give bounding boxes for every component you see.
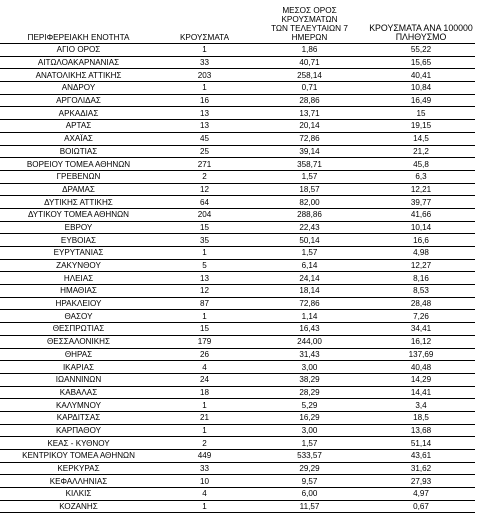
avg7-cell: 1,57 [252, 247, 367, 260]
table-row [0, 82, 475, 95]
table-row [0, 373, 475, 386]
cases-cell: 13 [157, 120, 252, 133]
avg7-cell: 20,14 [252, 120, 367, 133]
table-row [0, 234, 475, 247]
avg7-cell: 39,14 [252, 145, 367, 158]
region-cell: ΚΕΡΚΥΡΑΣ [0, 462, 157, 475]
cases-cell: 26 [157, 348, 252, 361]
header-avg7 [252, 6, 367, 44]
avg7-cell: 533,57 [252, 450, 367, 463]
region-cell: ΑΡΤΑΣ [0, 120, 157, 133]
cases-cell: 15 [157, 323, 252, 336]
per100k-cell: 34,41 [367, 323, 475, 336]
avg7-cell: 28,29 [252, 386, 367, 399]
avg7-cell: 1,57 [252, 437, 367, 450]
avg7-cell: 31,43 [252, 348, 367, 361]
avg7-cell: 16,43 [252, 323, 367, 336]
avg7-cell: 3,00 [252, 361, 367, 374]
region-cell: ΚΕΝΤΡΙΚΟΥ ΤΟΜΕΑ ΑΘΗΝΩΝ [0, 450, 157, 463]
table-row [0, 323, 475, 336]
cases-cell: 21 [157, 411, 252, 424]
region-cell: ΑΙΤΩΛΟΑΚΑΡΝΑΝΙΑΣ [0, 56, 157, 69]
region-cell: ΕΒΡΟΥ [0, 221, 157, 234]
avg7-cell: 16,29 [252, 411, 367, 424]
table-row [0, 132, 475, 145]
per100k-cell: 40,48 [367, 361, 475, 374]
table-row [0, 424, 475, 437]
per100k-cell: 137,69 [367, 348, 475, 361]
table-row [0, 399, 475, 412]
avg7-cell: 244,00 [252, 335, 367, 348]
header-per100k [367, 6, 475, 44]
region-cell: ΘΗΡΑΣ [0, 348, 157, 361]
avg7-cell: 288,86 [252, 208, 367, 221]
region-cell: ΗΜΑΘΙΑΣ [0, 285, 157, 298]
table-row [0, 361, 475, 374]
region-cell: ΚΑΡΔΙΤΣΑΣ [0, 411, 157, 424]
cases-cell: 33 [157, 462, 252, 475]
region-cell: ΑΧΑΪΑΣ [0, 132, 157, 145]
per100k-cell: 39,77 [367, 196, 475, 209]
cases-cell: 1 [157, 424, 252, 437]
region-cell: ΑΝΑΤΟΛΙΚΗΣ ΑΤΤΙΚΗΣ [0, 69, 157, 82]
cases-cell: 35 [157, 234, 252, 247]
cases-cell: 13 [157, 107, 252, 120]
per100k-cell: 16,12 [367, 335, 475, 348]
table-row [0, 488, 475, 501]
per100k-cell: 55,22 [367, 44, 475, 57]
avg7-cell: 40,71 [252, 56, 367, 69]
table-row [0, 120, 475, 133]
region-cell: ΔΥΤΙΚΗΣ ΑΤΤΙΚΗΣ [0, 196, 157, 209]
cases-cell: 12 [157, 183, 252, 196]
avg7-cell: 1,14 [252, 310, 367, 323]
cases-cell: 24 [157, 373, 252, 386]
avg7-cell: 0,71 [252, 82, 367, 95]
avg7-cell: 5,29 [252, 399, 367, 412]
header-cases: ΚΡΟΥΣΜΑΤΑ [157, 6, 252, 44]
table-row [0, 475, 475, 488]
table-row [0, 94, 475, 107]
cases-cell: 87 [157, 297, 252, 310]
table-row [0, 259, 475, 272]
table-row [0, 221, 475, 234]
table-row [0, 297, 475, 310]
table-row [0, 462, 475, 475]
avg7-cell: 50,14 [252, 234, 367, 247]
table-row [0, 411, 475, 424]
per100k-cell: 12,27 [367, 259, 475, 272]
table-row [0, 386, 475, 399]
table-row [0, 69, 475, 82]
cases-cell: 204 [157, 208, 252, 221]
region-cell: ΚΕΦΑΛΛΗΝΙΑΣ [0, 475, 157, 488]
cases-cell: 271 [157, 158, 252, 171]
table-row [0, 437, 475, 450]
avg7-cell: 38,29 [252, 373, 367, 386]
table-body [0, 44, 475, 513]
cases-cell: 64 [157, 196, 252, 209]
cases-cell: 203 [157, 69, 252, 82]
region-cell: ΘΕΣΣΑΛΟΝΙΚΗΣ [0, 335, 157, 348]
per100k-cell: 8,53 [367, 285, 475, 298]
per100k-cell: 13,68 [367, 424, 475, 437]
header-per100k-line2: ΠΛΗΘΥΣΜΟ [395, 32, 447, 42]
cases-cell: 1 [157, 310, 252, 323]
region-cell: ΚΑΒΑΛΑΣ [0, 386, 157, 399]
region-cell: ΚΑΛΥΜΝΟΥ [0, 399, 157, 412]
cases-cell: 15 [157, 221, 252, 234]
avg7-cell: 29,29 [252, 462, 367, 475]
per100k-cell: 43,61 [367, 450, 475, 463]
table-row [0, 500, 475, 513]
region-cell: ΕΥΡΥΤΑΝΙΑΣ [0, 247, 157, 260]
per100k-cell: 10,84 [367, 82, 475, 95]
per100k-cell: 15,65 [367, 56, 475, 69]
region-cell: ΑΝΔΡΟΥ [0, 82, 157, 95]
region-cell: ΒΟΙΩΤΙΑΣ [0, 145, 157, 158]
region-cell: ΕΥΒΟΙΑΣ [0, 234, 157, 247]
region-cell: ΓΡΕΒΕΝΩΝ [0, 170, 157, 183]
region-cell: ΒΟΡΕΙΟΥ ΤΟΜΕΑ ΑΘΗΝΩΝ [0, 158, 157, 171]
per100k-cell: 0,67 [367, 500, 475, 513]
avg7-cell: 11,57 [252, 500, 367, 513]
avg7-cell: 72,86 [252, 132, 367, 145]
region-cell: ΗΛΕΙΑΣ [0, 272, 157, 285]
per100k-cell: 40,41 [367, 69, 475, 82]
avg7-cell: 6,00 [252, 488, 367, 501]
avg7-cell: 82,00 [252, 196, 367, 209]
cases-cell: 1 [157, 247, 252, 260]
regional-cases-table [0, 6, 475, 513]
table-row [0, 247, 475, 260]
avg7-cell: 3,00 [252, 424, 367, 437]
region-cell: ΘΕΣΠΡΩΤΙΑΣ [0, 323, 157, 336]
cases-cell: 449 [157, 450, 252, 463]
region-cell: ΚΟΖΑΝΗΣ [0, 500, 157, 513]
per100k-cell: 16,49 [367, 94, 475, 107]
avg7-cell: 358,71 [252, 158, 367, 171]
per100k-cell: 14,29 [367, 373, 475, 386]
table-row [0, 285, 475, 298]
cases-cell: 1 [157, 44, 252, 57]
table-row [0, 44, 475, 57]
per100k-cell: 31,62 [367, 462, 475, 475]
region-cell: ΑΓΙΟ ΟΡΟΣ [0, 44, 157, 57]
avg7-cell: 1,57 [252, 170, 367, 183]
per100k-cell: 10,14 [367, 221, 475, 234]
cases-cell: 18 [157, 386, 252, 399]
avg7-cell: 9,57 [252, 475, 367, 488]
avg7-cell: 24,14 [252, 272, 367, 285]
cases-cell: 13 [157, 272, 252, 285]
table-row [0, 145, 475, 158]
avg7-cell: 72,86 [252, 297, 367, 310]
region-cell: ΚΑΡΠΑΘΟΥ [0, 424, 157, 437]
cases-cell: 16 [157, 94, 252, 107]
per100k-cell: 12,21 [367, 183, 475, 196]
region-cell: ΚΕΑΣ - ΚΥΘΝΟΥ [0, 437, 157, 450]
avg7-cell: 18,57 [252, 183, 367, 196]
cases-cell: 45 [157, 132, 252, 145]
per100k-cell: 28,48 [367, 297, 475, 310]
per100k-cell: 18,5 [367, 411, 475, 424]
region-cell: ΗΡΑΚΛΕΙΟΥ [0, 297, 157, 310]
header-region: ΠΕΡΙΦΕΡΕΙΑΚΗ ΕΝΟΤΗΤΑ [0, 6, 157, 44]
region-cell: ΖΑΚΥΝΘΟΥ [0, 259, 157, 272]
per100k-cell: 4,97 [367, 488, 475, 501]
per100k-cell: 15 [367, 107, 475, 120]
table-row [0, 183, 475, 196]
cases-cell: 1 [157, 500, 252, 513]
cases-cell: 5 [157, 259, 252, 272]
table-row [0, 107, 475, 120]
cases-cell: 179 [157, 335, 252, 348]
avg7-cell: 13,71 [252, 107, 367, 120]
cases-cell: 2 [157, 170, 252, 183]
table-row [0, 56, 475, 69]
cases-cell: 1 [157, 399, 252, 412]
cases-cell: 2 [157, 437, 252, 450]
avg7-cell: 22,43 [252, 221, 367, 234]
avg7-cell: 18,14 [252, 285, 367, 298]
per100k-cell: 7,26 [367, 310, 475, 323]
region-cell: ΔΥΤΙΚΟΥ ΤΟΜΕΑ ΑΘΗΝΩΝ [0, 208, 157, 221]
cases-cell: 25 [157, 145, 252, 158]
per100k-cell: 16,6 [367, 234, 475, 247]
header-avg7-line2: ΤΩΝ ΤΕΛΕΥΤΑΙΩΝ 7 ΗΜΕΡΩΝ [271, 24, 348, 42]
per100k-cell: 6,3 [367, 170, 475, 183]
cases-cell: 10 [157, 475, 252, 488]
region-cell: ΙΩΑΝΝΙΝΩΝ [0, 373, 157, 386]
per100k-cell: 4,98 [367, 247, 475, 260]
table-row [0, 208, 475, 221]
cases-cell: 1 [157, 82, 252, 95]
per100k-cell: 14,5 [367, 132, 475, 145]
table-row [0, 158, 475, 171]
avg7-cell: 28,86 [252, 94, 367, 107]
avg7-cell: 1,86 [252, 44, 367, 57]
cases-cell: 4 [157, 488, 252, 501]
per100k-cell: 41,66 [367, 208, 475, 221]
table-row [0, 450, 475, 463]
region-cell: ΘΑΣΟΥ [0, 310, 157, 323]
header-avg7-line1: ΜΕΣΟΣ ΟΡΟΣ ΚΡΟΥΣΜΑΤΩΝ [281, 6, 338, 24]
per100k-cell: 45,8 [367, 158, 475, 171]
per100k-cell: 21,2 [367, 145, 475, 158]
region-cell: ΑΡΚΑΔΙΑΣ [0, 107, 157, 120]
region-cell: ΑΡΓΟΛΙΔΑΣ [0, 94, 157, 107]
cases-cell: 4 [157, 361, 252, 374]
per100k-cell: 14,41 [367, 386, 475, 399]
table-header-row [0, 6, 475, 44]
table-row [0, 310, 475, 323]
table-row [0, 348, 475, 361]
region-cell: ΔΡΑΜΑΣ [0, 183, 157, 196]
per100k-cell: 8,16 [367, 272, 475, 285]
region-cell: ΙΚΑΡΙΑΣ [0, 361, 157, 374]
per100k-cell: 51,14 [367, 437, 475, 450]
table-row [0, 196, 475, 209]
region-cell: ΚΙΛΚΙΣ [0, 488, 157, 501]
avg7-cell: 258,14 [252, 69, 367, 82]
per100k-cell: 19,15 [367, 120, 475, 133]
per100k-cell: 27,93 [367, 475, 475, 488]
table-row [0, 170, 475, 183]
per100k-cell: 3,4 [367, 399, 475, 412]
table-row [0, 272, 475, 285]
avg7-cell: 6,14 [252, 259, 367, 272]
header-per100k-line1: ΚΡΟΥΣΜΑΤΑ ΑΝΑ 100000 [369, 23, 473, 33]
table-row [0, 335, 475, 348]
cases-cell: 33 [157, 56, 252, 69]
cases-cell: 12 [157, 285, 252, 298]
